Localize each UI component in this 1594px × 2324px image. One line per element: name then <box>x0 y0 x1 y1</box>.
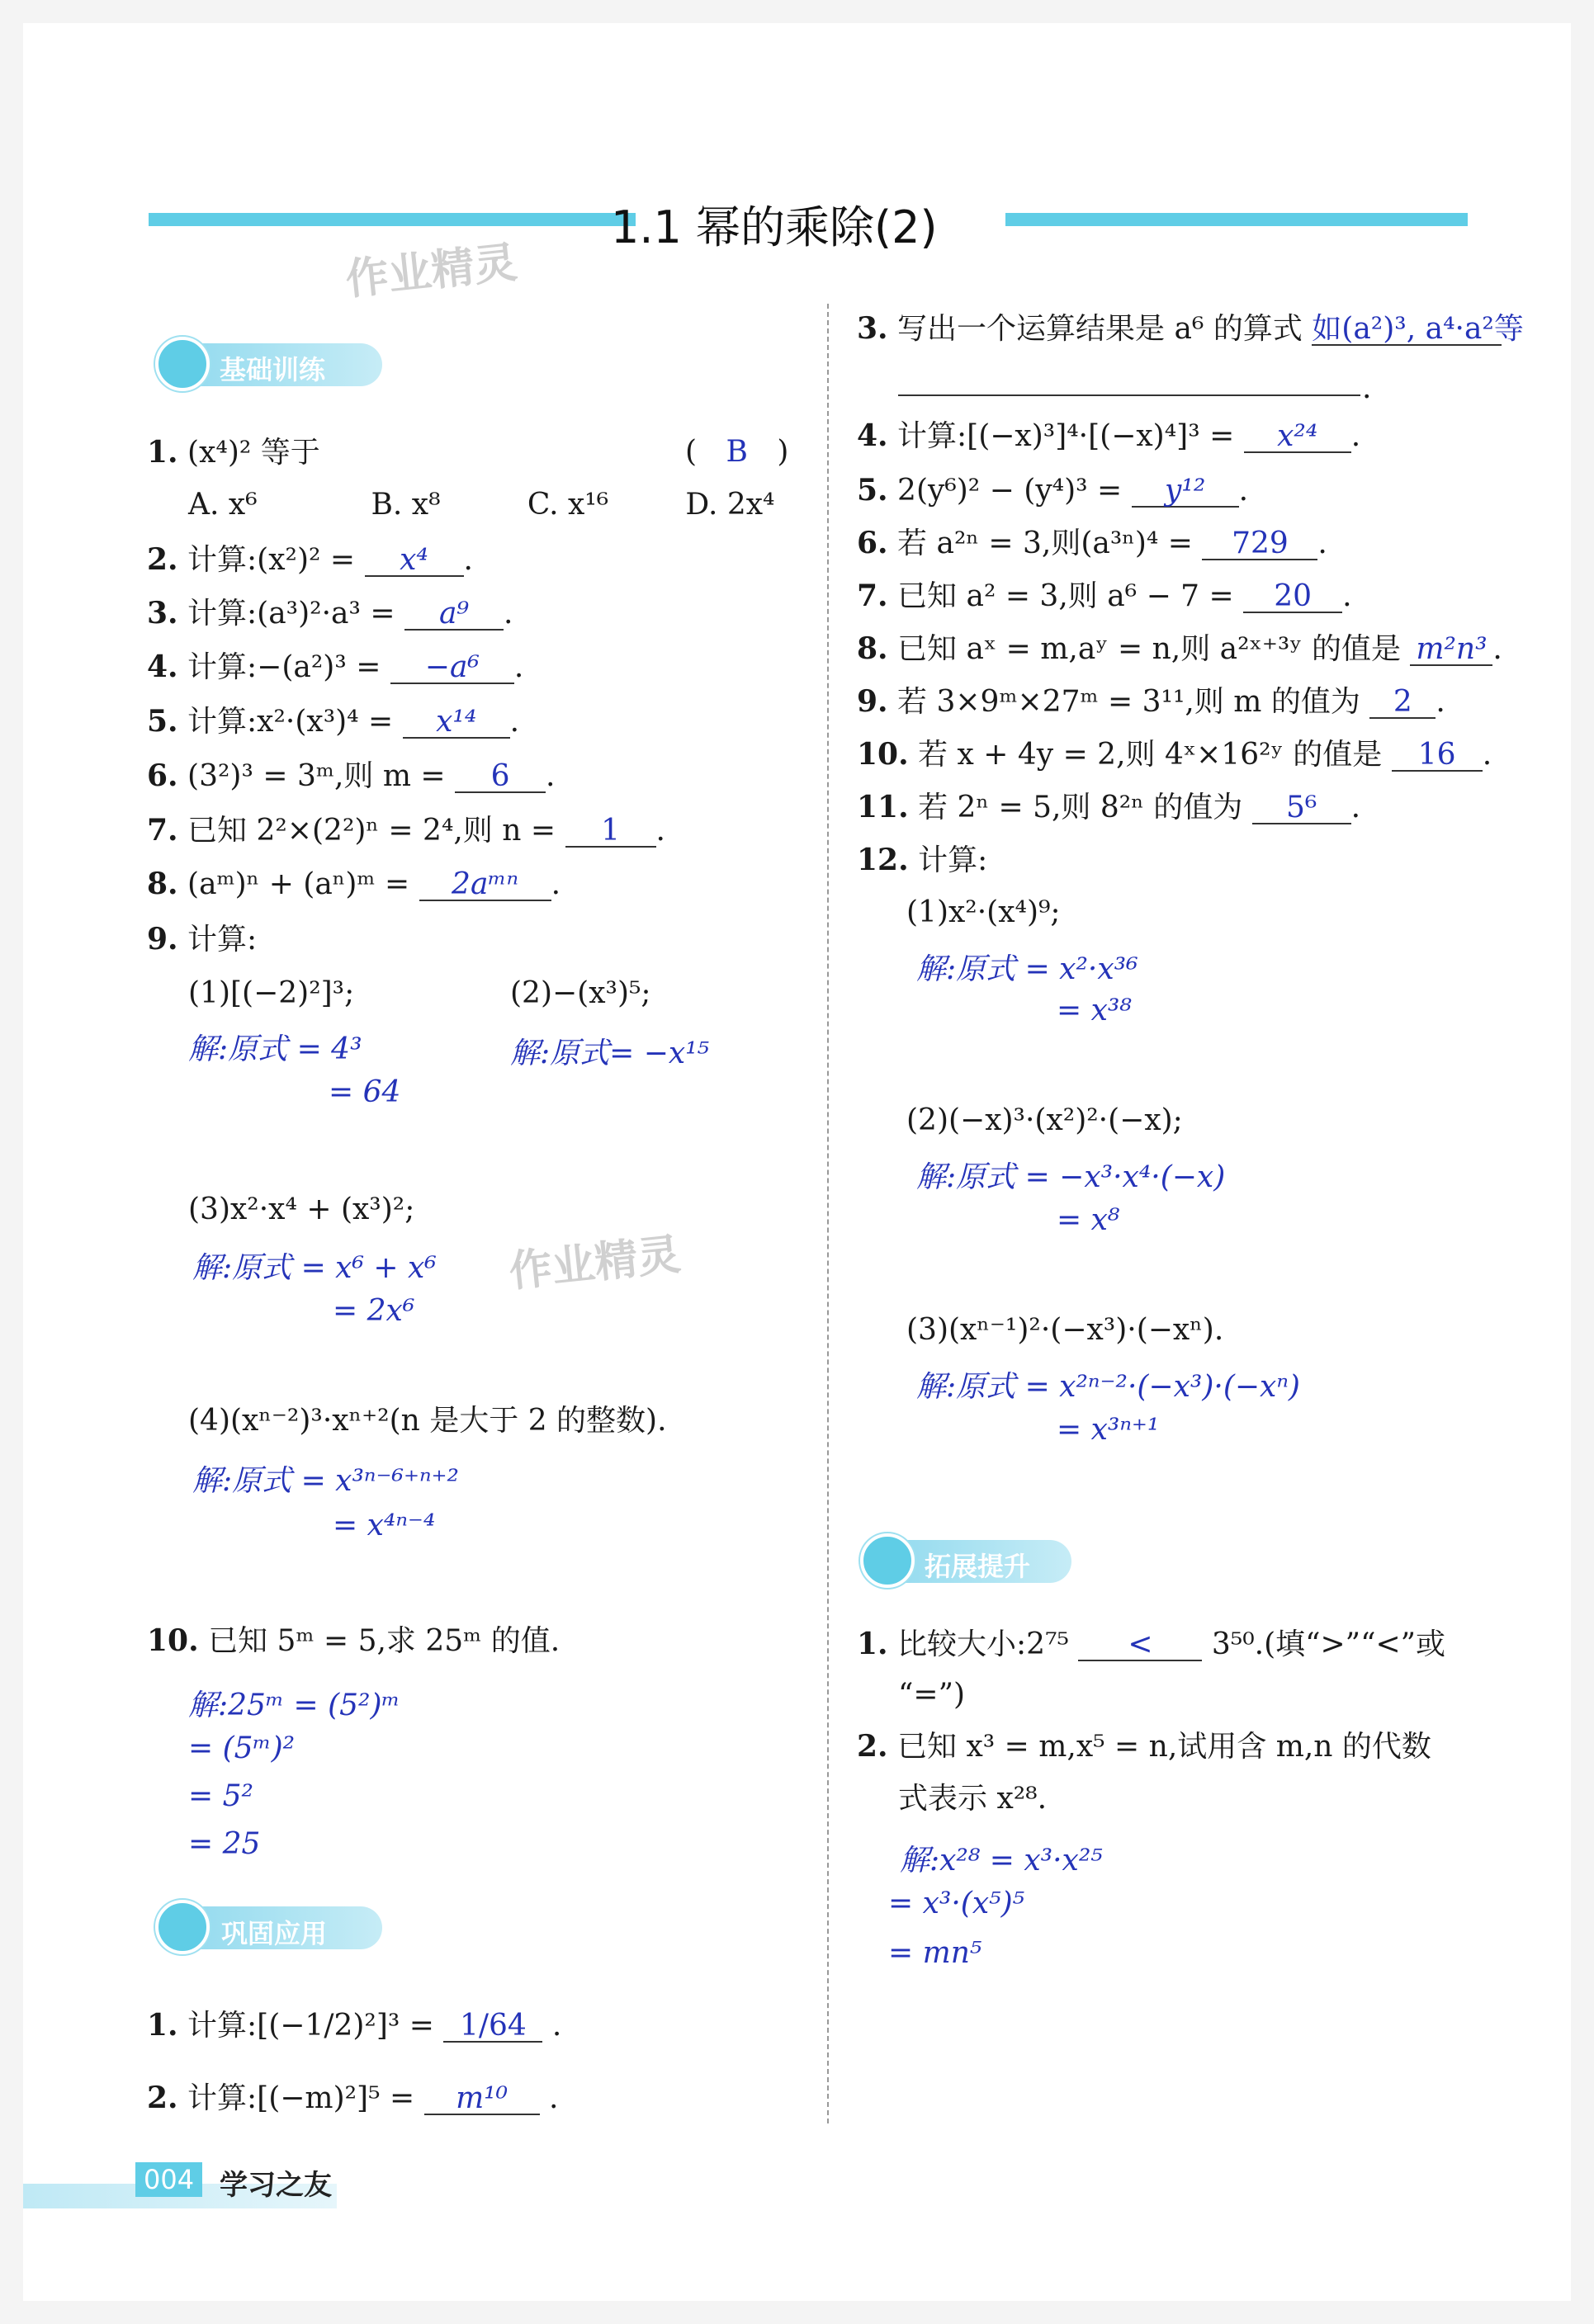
consolidate-1: 1. 计算:[(−1/2)²]³ = 1/64 . <box>147 2008 562 2043</box>
extend-1: 1. 比较大小:2⁷⁵ < 3⁵⁰.(填“>”“<”或 <box>857 1627 1446 1661</box>
q9-p1-solution-1: 解:原式 = 4³ <box>188 1032 362 1066</box>
watermark-2: 作业精灵 <box>507 1230 683 1297</box>
question-5: 5. 计算:x²·(x³)⁴ = x¹⁴ . <box>147 704 520 739</box>
question-r3: 3. 写出一个运算结果是 a⁶ 的算式 如(a²)³, a⁴·a²等 <box>857 311 1524 346</box>
question-1: 1. (x⁴)² 等于 <box>147 435 320 470</box>
title-bar-right <box>1005 213 1468 226</box>
section-title-basic: 基础训练 <box>220 354 326 385</box>
question-2: 2. 计算:(x²)² = x⁴ . <box>147 542 473 577</box>
r12-p2-solution-2: = x⁸ <box>1057 1203 1120 1237</box>
r12-p1-solution-2: = x³⁸ <box>1057 994 1132 1027</box>
question-1-answer: ( B ) <box>685 435 789 469</box>
section-title-consolidate: 巩固应用 <box>221 1918 328 1949</box>
question-r12-part-1: (1)x²·(x⁴)⁹; <box>906 895 1061 929</box>
question-9-part-1: (1)[(−2)²]³; <box>188 976 355 1010</box>
question-r5: 5. 2(y⁶)² − (y⁴)³ = y¹² . <box>857 473 1249 508</box>
q10-solution-4: = 25 <box>188 1827 261 1861</box>
q10-solution-1: 解:25ᵐ = (5²)ᵐ <box>188 1689 400 1722</box>
q9-p4-solution-1: 解:原式 = x³ⁿ⁻⁶⁺ⁿ⁺² <box>192 1464 459 1498</box>
question-3: 3. 计算:(a³)²·a³ = a⁹ . <box>147 596 513 631</box>
question-10: 10. 已知 5ᵐ = 5,求 25ᵐ 的值. <box>147 1623 561 1658</box>
extend-1-line-2: “=”) <box>898 1678 966 1712</box>
question-r4: 4. 计算:[(−x)³]⁴·[(−x)⁴]³ = x²⁴ . <box>857 418 1361 453</box>
question-r12: 12. 计算: <box>857 843 988 877</box>
consolidate-2: 2. 计算:[(−m)²]⁵ = m¹⁰ . <box>147 2081 559 2115</box>
section-icon <box>155 337 210 391</box>
watermark: 作业精灵 <box>343 238 520 305</box>
question-9-part-3: (3)x²·x⁴ + (x³)²; <box>188 1193 415 1226</box>
question-8: 8. (aᵐ)ⁿ + (aⁿ)ᵐ = 2aᵐⁿ . <box>147 867 561 901</box>
r12-p2-solution-1: 解:原式 = −x³·x⁴·(−x) <box>916 1160 1226 1194</box>
question-r12-part-3: (3)(xⁿ⁻¹)²·(−x³)·(−xⁿ). <box>906 1313 1224 1347</box>
q9-p2-solution-1: 解:原式= −x¹⁵ <box>510 1037 710 1070</box>
q10-solution-2: = (5ᵐ)² <box>188 1731 296 1765</box>
e2-solution-3: = mn⁵ <box>888 1936 982 1970</box>
q9-p3-solution-2: = 2x⁶ <box>333 1294 415 1328</box>
question-1-options: A. x⁶ B. x⁸ C. x¹⁶ D. 2x⁴ <box>188 488 775 522</box>
q9-p3-solution-1: 解:原式 = x⁶ + x⁶ <box>192 1251 437 1285</box>
section-icon-extend <box>860 1533 915 1588</box>
page <box>23 23 1571 2301</box>
book-name: 学习之友 <box>220 2169 332 2202</box>
question-r8: 8. 已知 aˣ = m,aʸ = n,则 a²ˣ⁺³ʸ 的值是 m²n³ . <box>857 631 1502 666</box>
question-r10: 10. 若 x + 4y = 2,则 4ˣ×16²ʸ 的值是 16 . <box>857 737 1492 772</box>
question-r9: 9. 若 3×9ᵐ×27ᵐ = 3¹¹,则 m 的值为 2 . <box>857 684 1445 719</box>
q9-p4-solution-2: = x⁴ⁿ⁻⁴ <box>333 1509 436 1542</box>
section-title-extend: 拓展提升 <box>925 1551 1031 1582</box>
q9-p1-solution-2: = 64 <box>329 1075 401 1109</box>
question-9: 9. 计算: <box>147 922 258 957</box>
question-r12-part-2: (2)(−x)³·(x²)²·(−x); <box>906 1103 1183 1137</box>
q10-solution-3: = 5² <box>188 1779 253 1813</box>
question-6: 6. (3²)³ = 3ᵐ,则 m = 6 . <box>147 758 556 793</box>
section-icon-consolidate <box>155 1900 210 1954</box>
question-r3-end: . <box>1362 371 1372 405</box>
question-r6: 6. 若 a²ⁿ = 3,则(a³ⁿ)⁴ = 729 . <box>857 526 1327 560</box>
column-divider <box>827 304 829 2123</box>
extend-2-line-2: 式表示 x²⁸. <box>898 1782 1048 1816</box>
question-9-part-4: (4)(xⁿ⁻²)³·xⁿ⁺²(n 是大于 2 的整数). <box>188 1404 667 1438</box>
e2-solution-1: 解:x²⁸ = x³·x²⁵ <box>900 1844 1103 1878</box>
page-number: 004 <box>135 2162 202 2197</box>
question-4: 4. 计算:−(a²)³ = −a⁶ . <box>147 649 524 684</box>
r12-p1-solution-1: 解:原式 = x²·x³⁶ <box>916 952 1138 986</box>
question-7: 7. 已知 2²×(2²)ⁿ = 2⁴,则 n = 1 . <box>147 813 665 848</box>
question-9-part-2: (2)−(x³)⁵; <box>510 976 651 1010</box>
extend-2: 2. 已知 x³ = m,x⁵ = n,试用含 m,n 的代数 <box>857 1729 1431 1764</box>
title-bar-left <box>149 213 636 226</box>
question-r3-line <box>898 394 1360 396</box>
r12-p3-solution-1: 解:原式 = x²ⁿ⁻²·(−x³)·(−xⁿ) <box>916 1370 1300 1404</box>
question-r7: 7. 已知 a² = 3,则 a⁶ − 7 = 20 . <box>857 579 1352 613</box>
e2-solution-2: = x³·(x⁵)⁵ <box>888 1887 1025 1920</box>
r12-p3-solution-2: = x³ⁿ⁺¹ <box>1057 1413 1160 1447</box>
page-title: 1.1 幂的乘除(2) <box>611 201 938 253</box>
question-r11: 11. 若 2ⁿ = 5,则 8²ⁿ 的值为 5⁶ . <box>857 790 1361 824</box>
